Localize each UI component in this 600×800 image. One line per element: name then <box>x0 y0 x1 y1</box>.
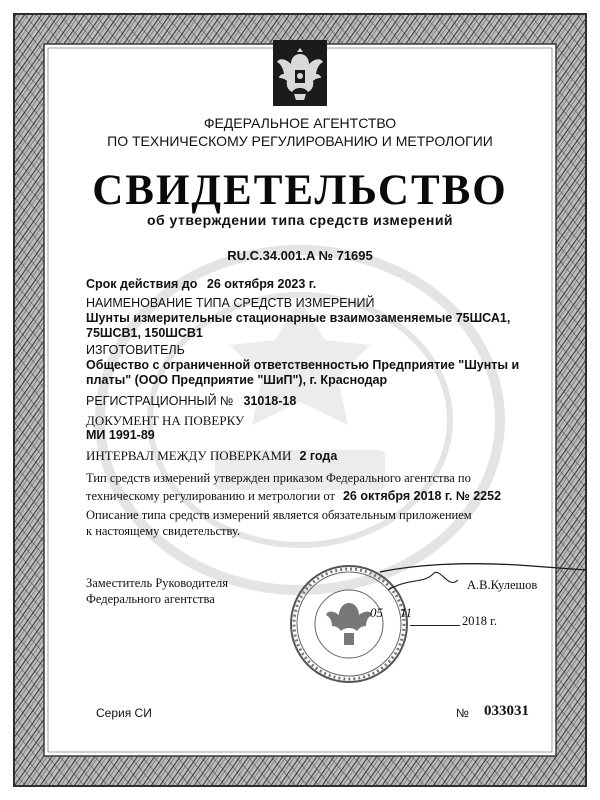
signatory-name: А.В.Кулешов <box>467 578 538 592</box>
approval-line1: Тип средств измерений утвержден приказом Федерального агентства по <box>86 471 471 485</box>
document-subtitle: об утверждении типа средств измерений <box>146 212 454 228</box>
interval-label: ИНТЕРВАЛ МЕЖДУ ПОВЕРКАМИ <box>86 448 292 463</box>
registration-row <box>86 392 296 410</box>
validity-value: 26 октября 2023 г. <box>206 277 317 291</box>
manufacturer-label: ИЗГОТОВИТЕЛЬ <box>86 343 185 357</box>
series-label: Серия СИ <box>96 706 152 720</box>
document-title: СВИДЕТЕЛЬСТВО <box>92 167 508 214</box>
approval-order: 26 октября 2018 г. № 2252 <box>342 489 502 503</box>
signatory-title-line1: Заместитель Руководителя <box>86 576 228 590</box>
validity-label: Срок действия до <box>86 277 198 291</box>
approval-text: техническому регулированию и метрологии от <box>86 489 335 503</box>
validity-row <box>86 277 316 291</box>
number-sign: № <box>456 706 469 720</box>
eagle-emblem-icon <box>273 40 327 106</box>
description-line1: Описание типа средств измерений является обязательным приложением <box>86 508 472 522</box>
signature-date-year: 2018 г. <box>462 614 497 628</box>
certificate-number: RU.C.34.001.A № 71695 <box>227 248 373 263</box>
registration-number: 31018-18 <box>243 394 297 408</box>
interval-row <box>86 447 337 465</box>
instrument-name-line1: Шунты измерительные стационарные взаимозаменяемые 75ШСА1, <box>86 311 511 325</box>
blank-number: 033031 <box>484 703 529 719</box>
signature-day: 05 <box>370 605 383 620</box>
signature-month: 11 <box>400 605 413 620</box>
verification-doc-value: МИ 1991-89 <box>86 428 155 442</box>
verification-doc-label: ДОКУМЕНТ НА ПОВЕРКУ <box>86 413 245 428</box>
agency-name-line1: ФЕДЕРАЛЬНОЕ АГЕНТСТВО <box>203 115 397 131</box>
agency-name-line2: ПО ТЕХНИЧЕСКОМУ РЕГУЛИРОВАНИЮ И МЕТРОЛОГИИ <box>107 133 493 149</box>
instrument-label: НАИМЕНОВАНИЕ ТИПА СРЕДСТВ ИЗМЕРЕНИЙ <box>86 296 375 310</box>
interval-value: 2 года <box>299 449 338 463</box>
approval-line2 <box>86 487 501 505</box>
instrument-name-line2: 75ШСВ1, 150ШСВ1 <box>86 326 203 340</box>
manufacturer-line1: Общество с ограниченной ответственностью Предприятие "Шунты и <box>86 358 520 372</box>
manufacturer-line2: платы" (ООО Предприятие "ШиП"), г. Краснодар <box>86 373 388 387</box>
signatory-title-line2: Федерального агентства <box>86 592 215 606</box>
description-line2: к настоящему свидетельству. <box>86 524 241 538</box>
registration-label: РЕГИСТРАЦИОННЫЙ № <box>86 394 234 408</box>
date-underline <box>410 625 460 626</box>
